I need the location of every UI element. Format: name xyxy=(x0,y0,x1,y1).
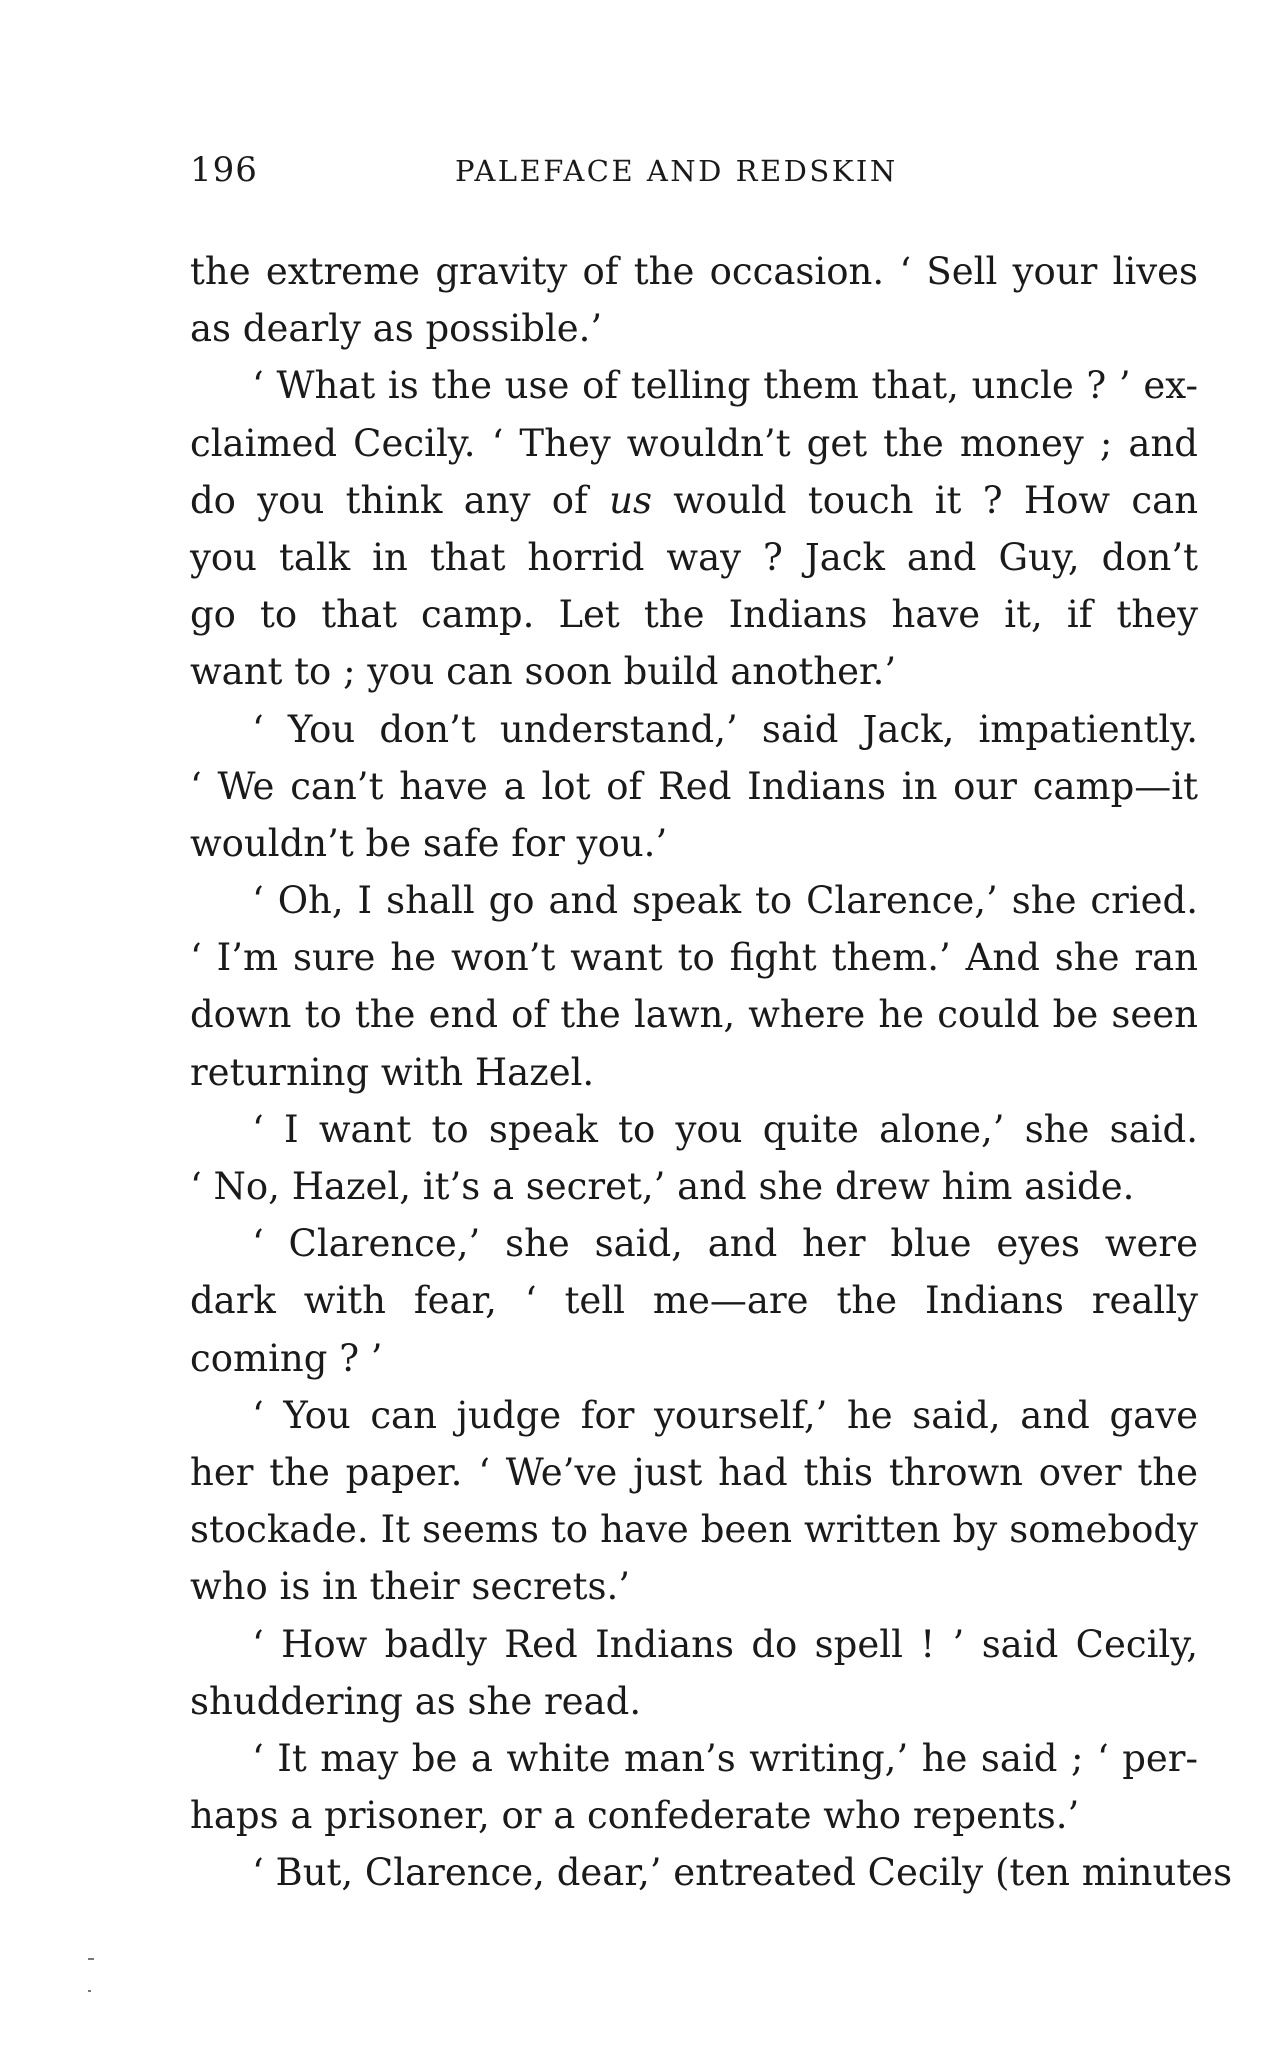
text-line: ‘ Clarence,’ she said, and her blue eyes were xyxy=(252,1222,1198,1266)
text-line: coming ? ’ xyxy=(190,1336,383,1380)
text-line: ‘ I want to speak to you quite alone,’ she said. xyxy=(252,1107,1198,1151)
text-line: the extreme gravity of the occasion. ‘ Sell your lives xyxy=(190,250,1198,293)
text-line: ‘ You can judge for yourself,’ he said, and gave xyxy=(252,1393,1198,1437)
text-line: ‘ How badly Red Indians do spell ! ’ said Cecily, xyxy=(252,1622,1198,1666)
text-segment: do you think any of xyxy=(190,478,588,522)
text-line: ‘ You don’t understand,’ said Jack, impatiently. xyxy=(252,707,1198,751)
text-line: down to the end of the lawn, where he could be seen xyxy=(190,993,1198,1037)
text-line xyxy=(190,472,1198,529)
text-line: ‘ I’m sure he won’t want to fight them.’ And she ran xyxy=(190,936,1198,980)
text-line: dark with fear, ‘ tell me—are the Indians really xyxy=(190,1279,1198,1323)
text-line: ‘ What is the use of telling them that, uncle ? ’ ex- xyxy=(252,364,1198,408)
text-line: haps a prisoner, or a confederate who repents.’ xyxy=(190,1794,1080,1838)
text-line: claimed Cecily. ‘ They wouldn’t get the money ; and xyxy=(190,421,1198,465)
text-line: go to that camp. Let the Indians have it, if they xyxy=(190,593,1198,637)
margin-mark xyxy=(88,1958,94,1960)
text-line: ‘ Oh, I shall go and speak to Clarence,’ she cried. xyxy=(252,879,1198,923)
text-line: as dearly as possible.’ xyxy=(190,307,603,351)
text-line: who is in their secrets.’ xyxy=(190,1565,630,1609)
text-line: ‘ We can’t have a lot of Red Indians in our camp—it xyxy=(190,764,1198,808)
text-line: returning with Hazel. xyxy=(190,1050,595,1094)
text-line: her the paper. ‘ We’ve just had this thrown over the xyxy=(190,1450,1198,1494)
text-line: ‘ It may be a white man’s writing,’ he said ; ‘ per- xyxy=(252,1736,1198,1780)
text-line: shuddering as she read. xyxy=(190,1679,642,1723)
body-text xyxy=(190,243,1233,1901)
text-line: ‘ No, Hazel, it’s a secret,’ and she drew him aside. xyxy=(190,1165,1135,1208)
text-line: you talk in that horrid way ? Jack and Guy, don’t xyxy=(190,535,1198,579)
text-segment: would touch it ? How can xyxy=(673,478,1199,522)
page-number: 196 xyxy=(190,150,258,190)
text-line: wouldn’t be safe for you.’ xyxy=(190,821,668,865)
emphasis-text: us xyxy=(609,478,652,522)
text-line: stockade. It seems to have been written by somebody xyxy=(190,1508,1198,1552)
margin-mark xyxy=(88,1990,91,1992)
running-title: PALEFACE AND REDSKIN xyxy=(455,154,898,188)
text-line: ‘ But, Clarence, dear,’ entreated Cecily (ten minutes xyxy=(252,1851,1233,1895)
page-header xyxy=(190,150,1200,198)
text-line: want to ; you can soon build another.’ xyxy=(190,650,897,694)
